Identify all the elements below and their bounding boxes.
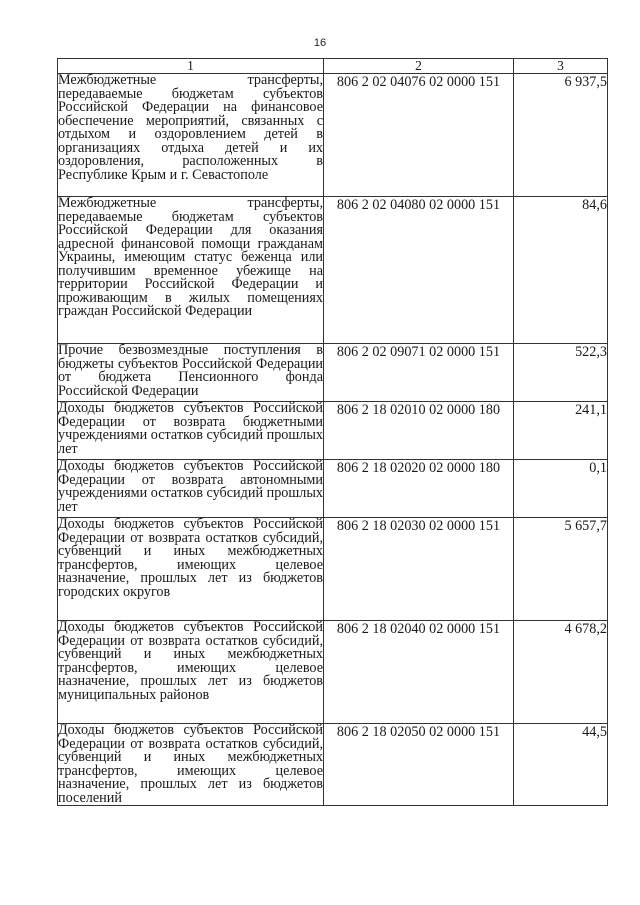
page-number: 16 [313,37,327,49]
row-amount: 0,1 [514,460,608,518]
row-amount: 6 937,5 [514,74,608,197]
row-description: Доходы бюджетов субъектов Российской Федерации от возврата автономными учреждениями остатков субсидий прошлых лет [58,460,324,518]
row-amount: 5 657,7 [514,518,608,621]
row-budget-code: 806 2 18 02050 02 0000 151 [324,724,514,806]
row-amount: 522,3 [514,344,608,402]
table-row [58,460,608,518]
row-description: Межбюджетные трансферты, передаваемые бюджетам субъектов Российской Федерации для оказания адресной финансовой помощи гражданам Украины, имеющим статус беженца или получившим временное убежище на территории Российской Федерации и проживающим в жилых помещениях граждан Российской Федерации [58,197,324,344]
row-amount: 241,1 [514,402,608,460]
table-row [58,518,608,621]
row-budget-code: 806 2 18 02020 02 0000 180 [324,460,514,518]
row-budget-code: 806 2 18 02010 02 0000 180 [324,402,514,460]
row-amount: 44,5 [514,724,608,806]
row-budget-code: 806 2 02 04076 02 0000 151 [324,74,514,197]
column-header-code: 2 [324,59,514,74]
row-description: Доходы бюджетов субъектов Российской Федерации от возврата остатков субсидий, субвенций и иных межбюджетных трансфертов, имеющих целевое назначение, прошлых лет из бюджетов городских округов [58,518,324,621]
row-description: Доходы бюджетов субъектов Российской Федерации от возврата бюджетными учреждениями остатков субсидий прошлых лет [58,402,324,460]
budget-revenue-table [57,58,608,806]
row-description: Прочие безвозмездные поступления в бюджеты субъектов Российской Федерации от бюджета Пенсионного фонда Российской Федерации [58,344,324,402]
table-row [58,197,608,344]
row-amount: 4 678,2 [514,621,608,724]
table-row [58,74,608,197]
table-row [58,344,608,402]
row-budget-code: 806 2 18 02040 02 0000 151 [324,621,514,724]
table-row [58,402,608,460]
row-amount: 84,6 [514,197,608,344]
row-budget-code: 806 2 02 04080 02 0000 151 [324,197,514,344]
column-header-description: 1 [58,59,324,74]
table-row [58,724,608,806]
table-row [58,621,608,724]
row-budget-code: 806 2 02 09071 02 0000 151 [324,344,514,402]
row-budget-code: 806 2 18 02030 02 0000 151 [324,518,514,621]
row-description: Доходы бюджетов субъектов Российской Федерации от возврата остатков субсидий, субвенций и иных межбюджетных трансфертов, имеющих целевое назначение, прошлых лет из бюджетов поселений [58,722,323,806]
column-header-amount: 3 [514,59,608,74]
row-description: Межбюджетные трансферты, передаваемые бюджетам субъектов Российской Федерации на финансовое обеспечение мероприятий, связанных с отдыхом и оздоровлением детей в организациях отдыха детей и их оздоровления, расположенных в Республике Крым и г. Севастополе [58,74,324,197]
row-description: Доходы бюджетов субъектов Российской Федерации от возврата остатков субсидий, субвенций и иных межбюджетных трансфертов, имеющих целевое назначение, прошлых лет из бюджетов муниципальных районов [58,621,324,724]
